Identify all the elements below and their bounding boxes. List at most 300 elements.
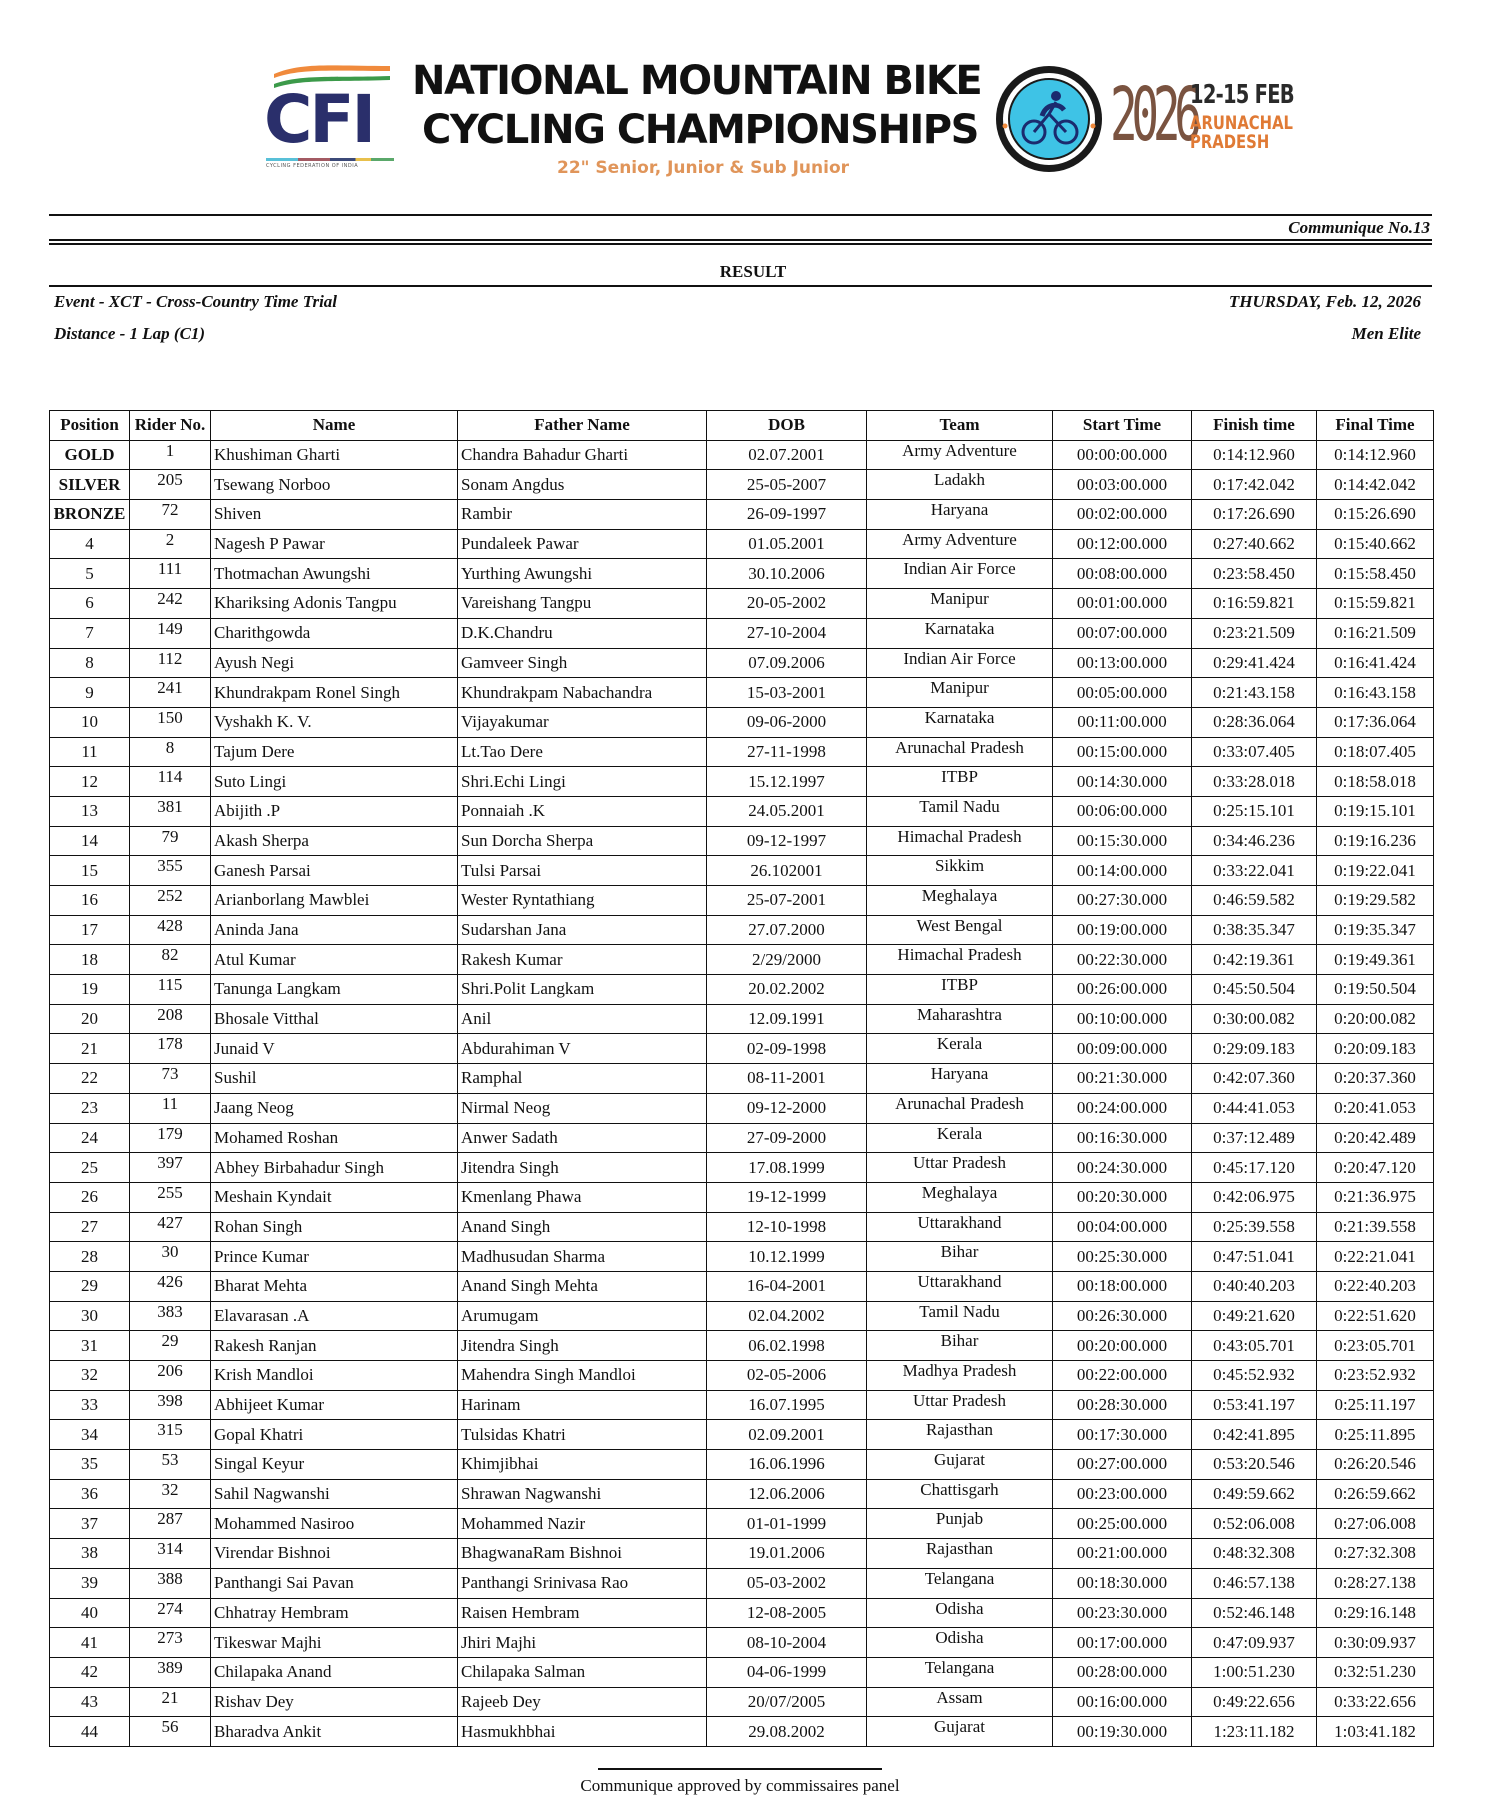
- cell-finish-time: 0:42:41.895: [1192, 1420, 1317, 1450]
- table-row: [50, 1064, 1434, 1094]
- cell-name: Khushiman Gharti: [211, 440, 458, 470]
- cell-position: 14: [50, 826, 130, 856]
- col-header-finish-time: Finish time: [1192, 411, 1317, 441]
- cell-name: Tanunga Langkam: [211, 975, 458, 1005]
- cell-position: 36: [50, 1479, 130, 1509]
- cell-father-name: Shrawan Nagwanshi: [458, 1479, 707, 1509]
- cell-name: Arianborlang Mawblei: [211, 886, 458, 916]
- col-header-team: Team: [867, 411, 1053, 441]
- cell-position: GOLD: [50, 440, 130, 470]
- championship-title-line2: CYCLING CHAMPIONSHIPS: [422, 107, 978, 153]
- cell-position: 18: [50, 945, 130, 975]
- cell-final-time: 0:22:40.203: [1317, 1271, 1434, 1301]
- cell-father-name: Shri.Polit Langkam: [458, 975, 707, 1005]
- cell-team: Meghalaya: [867, 886, 1053, 916]
- cell-position: 9: [50, 678, 130, 708]
- cell-father-name: Abdurahiman V: [458, 1034, 707, 1064]
- table-row: [50, 1390, 1434, 1420]
- cell-team: Rajasthan: [867, 1420, 1053, 1450]
- cell-final-time: 0:30:09.937: [1317, 1628, 1434, 1658]
- cell-finish-time: 0:33:22.041: [1192, 856, 1317, 886]
- cell-team: Odisha: [867, 1598, 1053, 1628]
- cell-name: Rohan Singh: [211, 1212, 458, 1242]
- cell-rider-no: 355: [130, 856, 211, 886]
- cell-finish-time: 0:49:21.620: [1192, 1301, 1317, 1331]
- cell-dob: 19-12-1999: [707, 1182, 867, 1212]
- approval-note: Communique approved by commissaires panel: [580, 1776, 900, 1795]
- cell-start-time: 00:20:00.000: [1053, 1331, 1192, 1361]
- cell-dob: 16.06.1996: [707, 1450, 867, 1480]
- cell-position: 4: [50, 529, 130, 559]
- cell-father-name: Sun Dorcha Sherpa: [458, 826, 707, 856]
- cell-father-name: Khundrakpam Nabachandra: [458, 678, 707, 708]
- table-row: [50, 618, 1434, 648]
- event-category: Men Elite: [1351, 324, 1421, 343]
- cell-position: 21: [50, 1034, 130, 1064]
- cell-finish-time: 0:49:59.662: [1192, 1479, 1317, 1509]
- cell-team: Karnataka: [867, 618, 1053, 648]
- cell-start-time: 00:01:00.000: [1053, 589, 1192, 619]
- cell-position: 39: [50, 1568, 130, 1598]
- table-row: [50, 915, 1434, 945]
- cell-father-name: Anand Singh: [458, 1212, 707, 1242]
- cell-finish-time: 0:17:26.690: [1192, 500, 1317, 530]
- cell-father-name: Gamveer Singh: [458, 648, 707, 678]
- cell-final-time: 0:14:12.960: [1317, 440, 1434, 470]
- cell-final-time: 0:18:07.405: [1317, 737, 1434, 767]
- cell-start-time: 00:16:30.000: [1053, 1123, 1192, 1153]
- cfi-caption: CYCLING FEDERATION OF INDIA: [266, 163, 359, 169]
- championship-subtitle: 22" Senior, Junior & Sub Junior: [557, 158, 850, 178]
- cell-team: Arunachal Pradesh: [867, 1093, 1053, 1123]
- cell-start-time: 00:09:00.000: [1053, 1034, 1192, 1064]
- cell-father-name: Chandra Bahadur Gharti: [458, 440, 707, 470]
- cell-rider-no: 206: [130, 1361, 211, 1391]
- cell-final-time: 0:21:39.558: [1317, 1212, 1434, 1242]
- cell-father-name: Hasmukhbhai: [458, 1717, 707, 1747]
- event-year: 2026: [1110, 72, 1196, 158]
- cell-name: Junaid V: [211, 1034, 458, 1064]
- cell-name: Sahil Nagwanshi: [211, 1479, 458, 1509]
- table-row: [50, 1093, 1434, 1123]
- cell-dob: 20.02.2002: [707, 975, 867, 1005]
- cell-name: Mohammed Nasiroo: [211, 1509, 458, 1539]
- cell-dob: 20-05-2002: [707, 589, 867, 619]
- cell-team: Tamil Nadu: [867, 1301, 1053, 1331]
- cell-father-name: Ponnaiah .K: [458, 796, 707, 826]
- cell-final-time: 0:25:11.197: [1317, 1390, 1434, 1420]
- cell-name: Vyshakh K. V.: [211, 707, 458, 737]
- cell-rider-no: 115: [130, 975, 211, 1005]
- cell-dob: 01-01-1999: [707, 1509, 867, 1539]
- table-row: [50, 1182, 1434, 1212]
- cell-final-time: 0:15:59.821: [1317, 589, 1434, 619]
- cell-finish-time: 0:33:07.405: [1192, 737, 1317, 767]
- cell-start-time: 00:13:00.000: [1053, 648, 1192, 678]
- cell-name: Atul Kumar: [211, 945, 458, 975]
- cell-dob: 09-12-1997: [707, 826, 867, 856]
- cell-start-time: 00:25:30.000: [1053, 1242, 1192, 1272]
- cell-father-name: Rambir: [458, 500, 707, 530]
- cell-father-name: Anand Singh Mehta: [458, 1271, 707, 1301]
- cell-name: Rishav Dey: [211, 1687, 458, 1717]
- cell-finish-time: 0:25:15.101: [1192, 796, 1317, 826]
- cell-dob: 26.102001: [707, 856, 867, 886]
- cell-position: 6: [50, 589, 130, 619]
- cell-start-time: 00:17:00.000: [1053, 1628, 1192, 1658]
- cell-finish-time: 0:33:28.018: [1192, 767, 1317, 797]
- cell-final-time: 0:23:52.932: [1317, 1361, 1434, 1391]
- table-row: [50, 1568, 1434, 1598]
- col-header-rider-no: Rider No.: [130, 411, 211, 441]
- cell-rider-no: 11: [130, 1093, 211, 1123]
- cell-rider-no: 381: [130, 796, 211, 826]
- col-header-father-name: Father Name: [458, 411, 707, 441]
- cell-final-time: 0:27:32.308: [1317, 1539, 1434, 1569]
- cell-rider-no: 150: [130, 707, 211, 737]
- cell-position: 38: [50, 1539, 130, 1569]
- cell-start-time: 00:21:30.000: [1053, 1064, 1192, 1094]
- cell-father-name: BhagwanaRam Bishnoi: [458, 1539, 707, 1569]
- table-row: [50, 1123, 1434, 1153]
- event-date: THURSDAY, Feb. 12, 2026: [1228, 292, 1421, 311]
- cell-finish-time: 0:30:00.082: [1192, 1004, 1317, 1034]
- cell-position: 32: [50, 1361, 130, 1391]
- cell-team: Sikkim: [867, 856, 1053, 886]
- cell-position: 16: [50, 886, 130, 916]
- cell-position: 26: [50, 1182, 130, 1212]
- result-title: RESULT: [719, 262, 787, 281]
- cell-position: 28: [50, 1242, 130, 1272]
- table-row: [50, 856, 1434, 886]
- cell-dob: 06.02.1998: [707, 1331, 867, 1361]
- event-dates: 12-15 FEB: [1190, 80, 1294, 110]
- cell-father-name: Nirmal Neog: [458, 1093, 707, 1123]
- cell-finish-time: 0:53:41.197: [1192, 1390, 1317, 1420]
- cfi-color-stripe: [266, 158, 394, 161]
- cell-dob: 16.07.1995: [707, 1390, 867, 1420]
- header-double-rule-2: [49, 243, 1432, 245]
- table-row: [50, 707, 1434, 737]
- cell-team: Rajasthan: [867, 1539, 1053, 1569]
- cell-team: Maharashtra: [867, 1004, 1053, 1034]
- cell-position: 37: [50, 1509, 130, 1539]
- cell-rider-no: 314: [130, 1539, 211, 1569]
- table-row: [50, 1153, 1434, 1183]
- cell-team: Ladakh: [867, 470, 1053, 500]
- cell-final-time: 0:27:06.008: [1317, 1509, 1434, 1539]
- cell-position: 34: [50, 1420, 130, 1450]
- table-row: [50, 1242, 1434, 1272]
- cell-dob: 05-03-2002: [707, 1568, 867, 1598]
- cell-name: Elavarasan .A: [211, 1301, 458, 1331]
- cell-rider-no: 427: [130, 1212, 211, 1242]
- table-row: [50, 796, 1434, 826]
- cell-position: 30: [50, 1301, 130, 1331]
- cell-final-time: 0:29:16.148: [1317, 1598, 1434, 1628]
- cell-final-time: 0:33:22.656: [1317, 1687, 1434, 1717]
- cell-final-time: 0:14:42.042: [1317, 470, 1434, 500]
- cell-father-name: D.K.Chandru: [458, 618, 707, 648]
- cell-father-name: Mahendra Singh Mandloi: [458, 1361, 707, 1391]
- cell-father-name: Anwer Sadath: [458, 1123, 707, 1153]
- cell-finish-time: 0:21:43.158: [1192, 678, 1317, 708]
- cell-start-time: 00:17:30.000: [1053, 1420, 1192, 1450]
- cell-final-time: 0:19:22.041: [1317, 856, 1434, 886]
- cell-name: Shiven: [211, 500, 458, 530]
- cell-start-time: 00:26:00.000: [1053, 975, 1192, 1005]
- cell-final-time: 0:15:26.690: [1317, 500, 1434, 530]
- header-double-rule-1: [49, 239, 1432, 241]
- cell-rider-no: 426: [130, 1271, 211, 1301]
- cell-team: Haryana: [867, 1064, 1053, 1094]
- cell-team: ITBP: [867, 975, 1053, 1005]
- cell-rider-no: 242: [130, 589, 211, 619]
- cell-name: Gopal Khatri: [211, 1420, 458, 1450]
- cell-rider-no: 315: [130, 1420, 211, 1450]
- table-row: [50, 1420, 1434, 1450]
- cell-name: Thotmachan Awungshi: [211, 559, 458, 589]
- cell-position: 44: [50, 1717, 130, 1747]
- cell-start-time: 00:00:00.000: [1053, 440, 1192, 470]
- signature-line: [598, 1768, 882, 1770]
- cell-final-time: 0:19:15.101: [1317, 796, 1434, 826]
- cell-start-time: 00:11:00.000: [1053, 707, 1192, 737]
- table-row: [50, 1479, 1434, 1509]
- cell-position: 19: [50, 975, 130, 1005]
- cell-team: Kerala: [867, 1034, 1053, 1064]
- cell-dob: 25-05-2007: [707, 470, 867, 500]
- cell-dob: 12-08-2005: [707, 1598, 867, 1628]
- cell-finish-time: 0:23:21.509: [1192, 618, 1317, 648]
- cell-team: Kerala: [867, 1123, 1053, 1153]
- cell-start-time: 00:14:30.000: [1053, 767, 1192, 797]
- cell-position: 20: [50, 1004, 130, 1034]
- cell-start-time: 00:23:30.000: [1053, 1598, 1192, 1628]
- cell-rider-no: 111: [130, 559, 211, 589]
- col-header-name: Name: [211, 411, 458, 441]
- cell-finish-time: 0:46:57.138: [1192, 1568, 1317, 1598]
- cell-name: Bhosale Vitthal: [211, 1004, 458, 1034]
- col-header-final-time: Final Time: [1317, 411, 1434, 441]
- cell-team: Gujarat: [867, 1717, 1053, 1747]
- cell-position: 23: [50, 1093, 130, 1123]
- cell-team: Uttar Pradesh: [867, 1153, 1053, 1183]
- cell-rider-no: 1: [130, 440, 211, 470]
- cell-position: 17: [50, 915, 130, 945]
- cell-father-name: Arumugam: [458, 1301, 707, 1331]
- col-header-dob: DOB: [707, 411, 867, 441]
- cell-final-time: 0:26:59.662: [1317, 1479, 1434, 1509]
- table-row: [50, 1450, 1434, 1480]
- cell-team: Uttarakhand: [867, 1271, 1053, 1301]
- cell-team: Himachal Pradesh: [867, 826, 1053, 856]
- cell-rider-no: 255: [130, 1182, 211, 1212]
- cell-position: 22: [50, 1064, 130, 1094]
- cell-start-time: 00:26:30.000: [1053, 1301, 1192, 1331]
- table-header-row: [50, 411, 1434, 441]
- cell-team: Madhya Pradesh: [867, 1361, 1053, 1391]
- cell-father-name: Tulsidas Khatri: [458, 1420, 707, 1450]
- results-table: [49, 410, 1434, 1747]
- cell-final-time: 0:17:36.064: [1317, 707, 1434, 737]
- cell-father-name: Madhusudan Sharma: [458, 1242, 707, 1272]
- cell-dob: 12-10-1998: [707, 1212, 867, 1242]
- cell-father-name: Anil: [458, 1004, 707, 1034]
- cell-rider-no: 56: [130, 1717, 211, 1747]
- cell-finish-time: 0:47:09.937: [1192, 1628, 1317, 1658]
- cell-final-time: 0:19:35.347: [1317, 915, 1434, 945]
- cell-dob: 27-10-2004: [707, 618, 867, 648]
- cell-father-name: Kmenlang Phawa: [458, 1182, 707, 1212]
- cell-final-time: 0:19:50.504: [1317, 975, 1434, 1005]
- table-row: [50, 440, 1434, 470]
- cell-team: Assam: [867, 1687, 1053, 1717]
- cell-father-name: Sonam Angdus: [458, 470, 707, 500]
- cell-rider-no: 8: [130, 737, 211, 767]
- cell-team: Uttar Pradesh: [867, 1390, 1053, 1420]
- cell-father-name: Pundaleek Pawar: [458, 529, 707, 559]
- cell-father-name: Panthangi Srinivasa Rao: [458, 1568, 707, 1598]
- cell-team: Haryana: [867, 500, 1053, 530]
- cell-finish-time: 0:43:05.701: [1192, 1331, 1317, 1361]
- cell-rider-no: 241: [130, 678, 211, 708]
- cell-start-time: 00:20:30.000: [1053, 1182, 1192, 1212]
- cell-rider-no: 82: [130, 945, 211, 975]
- cell-start-time: 00:14:00.000: [1053, 856, 1192, 886]
- cell-start-time: 00:28:30.000: [1053, 1390, 1192, 1420]
- cell-team: West Bengal: [867, 915, 1053, 945]
- cell-father-name: Vijayakumar: [458, 707, 707, 737]
- cell-name: Rakesh Ranjan: [211, 1331, 458, 1361]
- cell-final-time: 0:15:40.662: [1317, 529, 1434, 559]
- cell-team: Himachal Pradesh: [867, 945, 1053, 975]
- cell-final-time: 0:16:43.158: [1317, 678, 1434, 708]
- cell-rider-no: 273: [130, 1628, 211, 1658]
- cell-dob: 02.07.2001: [707, 440, 867, 470]
- cell-dob: 02-05-2006: [707, 1361, 867, 1391]
- cell-rider-no: 114: [130, 767, 211, 797]
- cell-position: 33: [50, 1390, 130, 1420]
- table-row: [50, 767, 1434, 797]
- cell-position: 5: [50, 559, 130, 589]
- cell-dob: 02.04.2002: [707, 1301, 867, 1331]
- cell-rider-no: 30: [130, 1242, 211, 1272]
- cell-start-time: 00:25:00.000: [1053, 1509, 1192, 1539]
- cell-name: Sushil: [211, 1064, 458, 1094]
- cell-name: Khariksing Adonis Tangpu: [211, 589, 458, 619]
- cell-team: Uttarakhand: [867, 1212, 1053, 1242]
- cell-team: Bihar: [867, 1331, 1053, 1361]
- cell-final-time: 0:20:47.120: [1317, 1153, 1434, 1183]
- cell-start-time: 00:18:00.000: [1053, 1271, 1192, 1301]
- cell-final-time: 0:19:16.236: [1317, 826, 1434, 856]
- cell-name: Khundrakpam Ronel Singh: [211, 678, 458, 708]
- cell-position: SILVER: [50, 470, 130, 500]
- table-row: [50, 737, 1434, 767]
- cell-team: Gujarat: [867, 1450, 1053, 1480]
- cell-final-time: 0:20:00.082: [1317, 1004, 1434, 1034]
- cell-rider-no: 383: [130, 1301, 211, 1331]
- cell-rider-no: 388: [130, 1568, 211, 1598]
- cell-start-time: 00:05:00.000: [1053, 678, 1192, 708]
- cell-start-time: 00:23:00.000: [1053, 1479, 1192, 1509]
- cell-finish-time: 0:40:40.203: [1192, 1271, 1317, 1301]
- cell-dob: 24.05.2001: [707, 796, 867, 826]
- cell-final-time: 0:26:20.546: [1317, 1450, 1434, 1480]
- cell-finish-time: 0:46:59.582: [1192, 886, 1317, 916]
- cell-final-time: 0:19:49.361: [1317, 945, 1434, 975]
- cell-position: 29: [50, 1271, 130, 1301]
- cell-father-name: Jitendra Singh: [458, 1153, 707, 1183]
- cell-position: 42: [50, 1657, 130, 1687]
- col-header-start-time: Start Time: [1053, 411, 1192, 441]
- cell-finish-time: 0:45:50.504: [1192, 975, 1317, 1005]
- cell-position: 40: [50, 1598, 130, 1628]
- cell-name: Krish Mandloi: [211, 1361, 458, 1391]
- cell-dob: 2/29/2000: [707, 945, 867, 975]
- cell-father-name: Vareishang Tangpu: [458, 589, 707, 619]
- cell-team: Manipur: [867, 589, 1053, 619]
- cell-father-name: Wester Ryntathiang: [458, 886, 707, 916]
- cell-rider-no: 149: [130, 618, 211, 648]
- cell-position: 15: [50, 856, 130, 886]
- cell-rider-no: 53: [130, 1450, 211, 1480]
- cell-dob: 02-09-1998: [707, 1034, 867, 1064]
- cell-name: Tikeswar Majhi: [211, 1628, 458, 1658]
- cell-position: BRONZE: [50, 500, 130, 530]
- cell-name: Abijith .P: [211, 796, 458, 826]
- table-row: [50, 589, 1434, 619]
- cell-start-time: 00:28:00.000: [1053, 1657, 1192, 1687]
- cell-position: 43: [50, 1687, 130, 1717]
- results-body: [50, 440, 1434, 1746]
- cell-start-time: 00:12:00.000: [1053, 529, 1192, 559]
- cell-dob: 12.09.1991: [707, 1004, 867, 1034]
- cell-start-time: 00:27:00.000: [1053, 1450, 1192, 1480]
- cell-rider-no: 179: [130, 1123, 211, 1153]
- cell-start-time: 00:08:00.000: [1053, 559, 1192, 589]
- cell-finish-time: 0:28:36.064: [1192, 707, 1317, 737]
- cell-rider-no: 29: [130, 1331, 211, 1361]
- event-place: [1190, 114, 1293, 152]
- cell-rider-no: 79: [130, 826, 211, 856]
- cell-final-time: 0:25:11.895: [1317, 1420, 1434, 1450]
- cell-finish-time: 0:37:12.489: [1192, 1123, 1317, 1153]
- cell-start-time: 00:15:00.000: [1053, 737, 1192, 767]
- cell-dob: 09-06-2000: [707, 707, 867, 737]
- event-place-line2: PRADESH: [1190, 131, 1270, 153]
- cell-rider-no: 398: [130, 1390, 211, 1420]
- table-row: [50, 1212, 1434, 1242]
- cell-position: 12: [50, 767, 130, 797]
- cell-team: Meghalaya: [867, 1182, 1053, 1212]
- cell-name: Bharat Mehta: [211, 1271, 458, 1301]
- table-row: [50, 1657, 1434, 1687]
- cell-finish-time: 0:14:12.960: [1192, 440, 1317, 470]
- cell-team: Army Adventure: [867, 440, 1053, 470]
- cell-start-time: 00:22:00.000: [1053, 1361, 1192, 1391]
- table-row: [50, 1034, 1434, 1064]
- cell-finish-time: 0:45:52.932: [1192, 1361, 1317, 1391]
- cell-finish-time: 1:00:51.230: [1192, 1657, 1317, 1687]
- cell-dob: 15.12.1997: [707, 767, 867, 797]
- cell-name: Aninda Jana: [211, 915, 458, 945]
- table-row: [50, 1598, 1434, 1628]
- cell-dob: 20/07/2005: [707, 1687, 867, 1717]
- table-row: [50, 1361, 1434, 1391]
- cell-dob: 26-09-1997: [707, 500, 867, 530]
